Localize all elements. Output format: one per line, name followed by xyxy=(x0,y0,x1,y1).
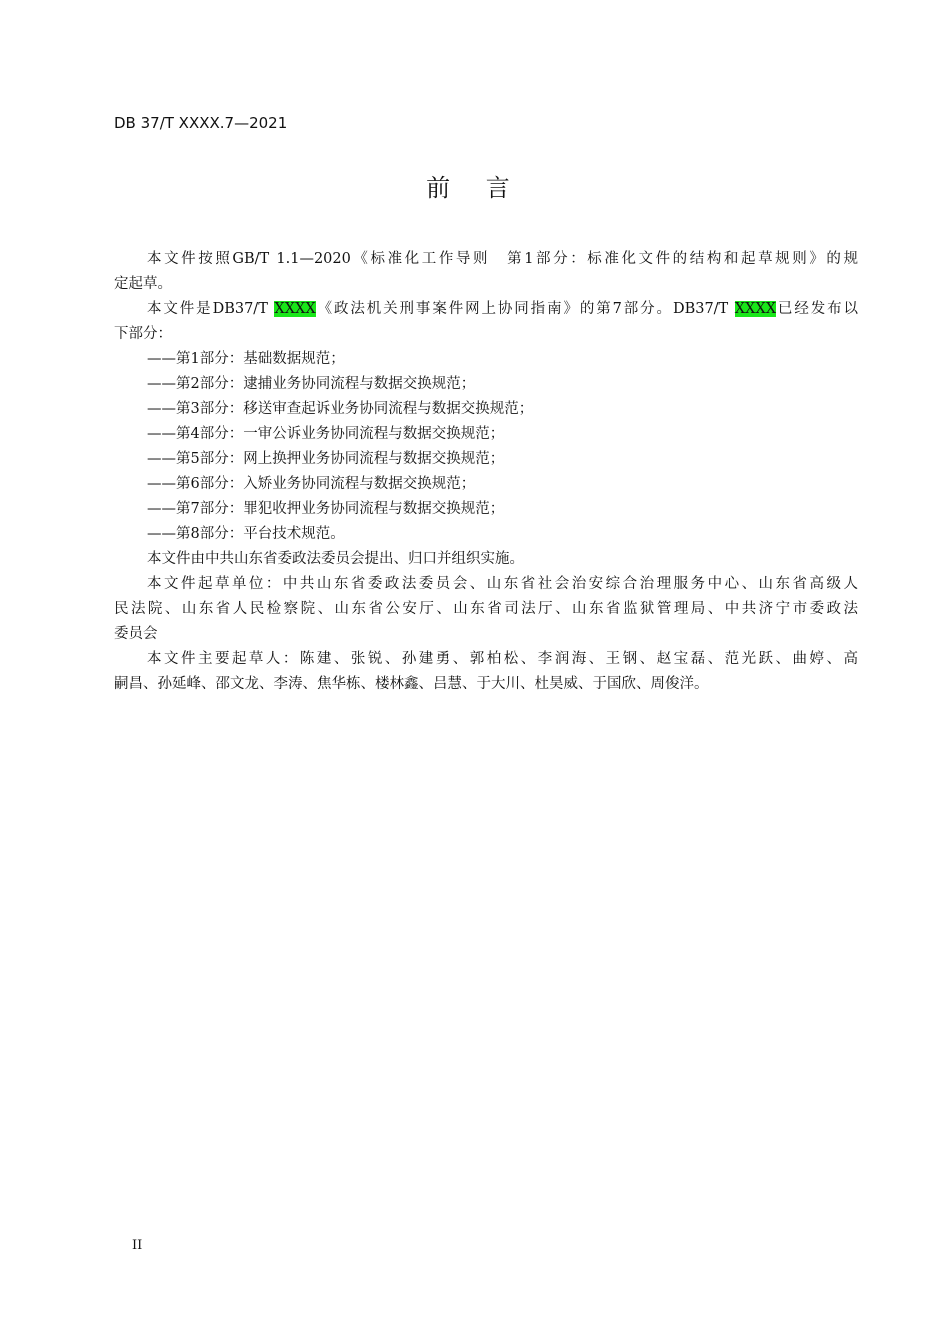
part-item: ——第6部分：入矫业务协同流程与数据交换规范； xyxy=(147,476,476,492)
foreword-body xyxy=(114,247,858,697)
paragraph-line: 本文件由中共山东省委政法委员会提出、归口并组织实施。 xyxy=(147,551,524,567)
paragraph-line: 民法院、山东省人民检察院、山东省公安厅、山东省司法厅、山东省监狱管理局、中共济宁市委政法 xyxy=(114,601,858,617)
paragraph-line: 本文件主要起草人：陈建、张锐、孙建勇、郭柏松、李润海、王钢、赵宝磊、范光跃、曲婷、高 xyxy=(147,651,858,667)
paragraph-line xyxy=(114,297,858,322)
paragraph-line: 定起草。 xyxy=(114,276,172,292)
part-item: ——第7部分：罪犯收押业务协同流程与数据交换规范； xyxy=(147,501,505,517)
page-number: II xyxy=(132,1238,143,1253)
highlighted-placeholder: XXXX xyxy=(734,301,777,317)
part-item: ——第4部分：一审公诉业务协同流程与数据交换规范； xyxy=(147,426,505,442)
paragraph-line: 下部分： xyxy=(114,326,172,342)
highlighted-placeholder: XXXX xyxy=(274,301,316,317)
text: 《政法机关刑事案件网上协同指南》的第7部分。DB37/T xyxy=(315,301,735,317)
page-title: 前 言 xyxy=(426,174,524,202)
paragraph-line: 本文件按照GB/T 1.1—2020《标准化工作导则 第1部分：标准化文件的结构和起草规则》的规 xyxy=(147,251,858,267)
paragraph-line: 本文件起草单位：中共山东省委政法委员会、山东省社会治安综合治理服务中心、山东省高级人 xyxy=(147,576,858,592)
document-code: DB 37/T XXXX.7—2021 xyxy=(114,114,288,132)
text: 本文件是DB37/T xyxy=(147,301,275,317)
part-item: ——第2部分：逮捕业务协同流程与数据交换规范； xyxy=(147,376,476,392)
part-item: ——第5部分：网上换押业务协同流程与数据交换规范； xyxy=(147,451,505,467)
paragraph-line: 嗣昌、孙延峰、邵文龙、李涛、焦华栋、楼林鑫、吕慧、于大川、杜昊威、于国欣、周俊洋。 xyxy=(114,676,709,692)
part-item: ——第8部分：平台技术规范。 xyxy=(147,526,345,542)
part-item: ——第1部分：基础数据规范； xyxy=(147,351,345,367)
part-item: ——第3部分：移送审查起诉业务协同流程与数据交换规范； xyxy=(147,401,534,417)
text: 已经发布以 xyxy=(776,301,858,317)
paragraph-line: 委员会 xyxy=(114,626,158,642)
